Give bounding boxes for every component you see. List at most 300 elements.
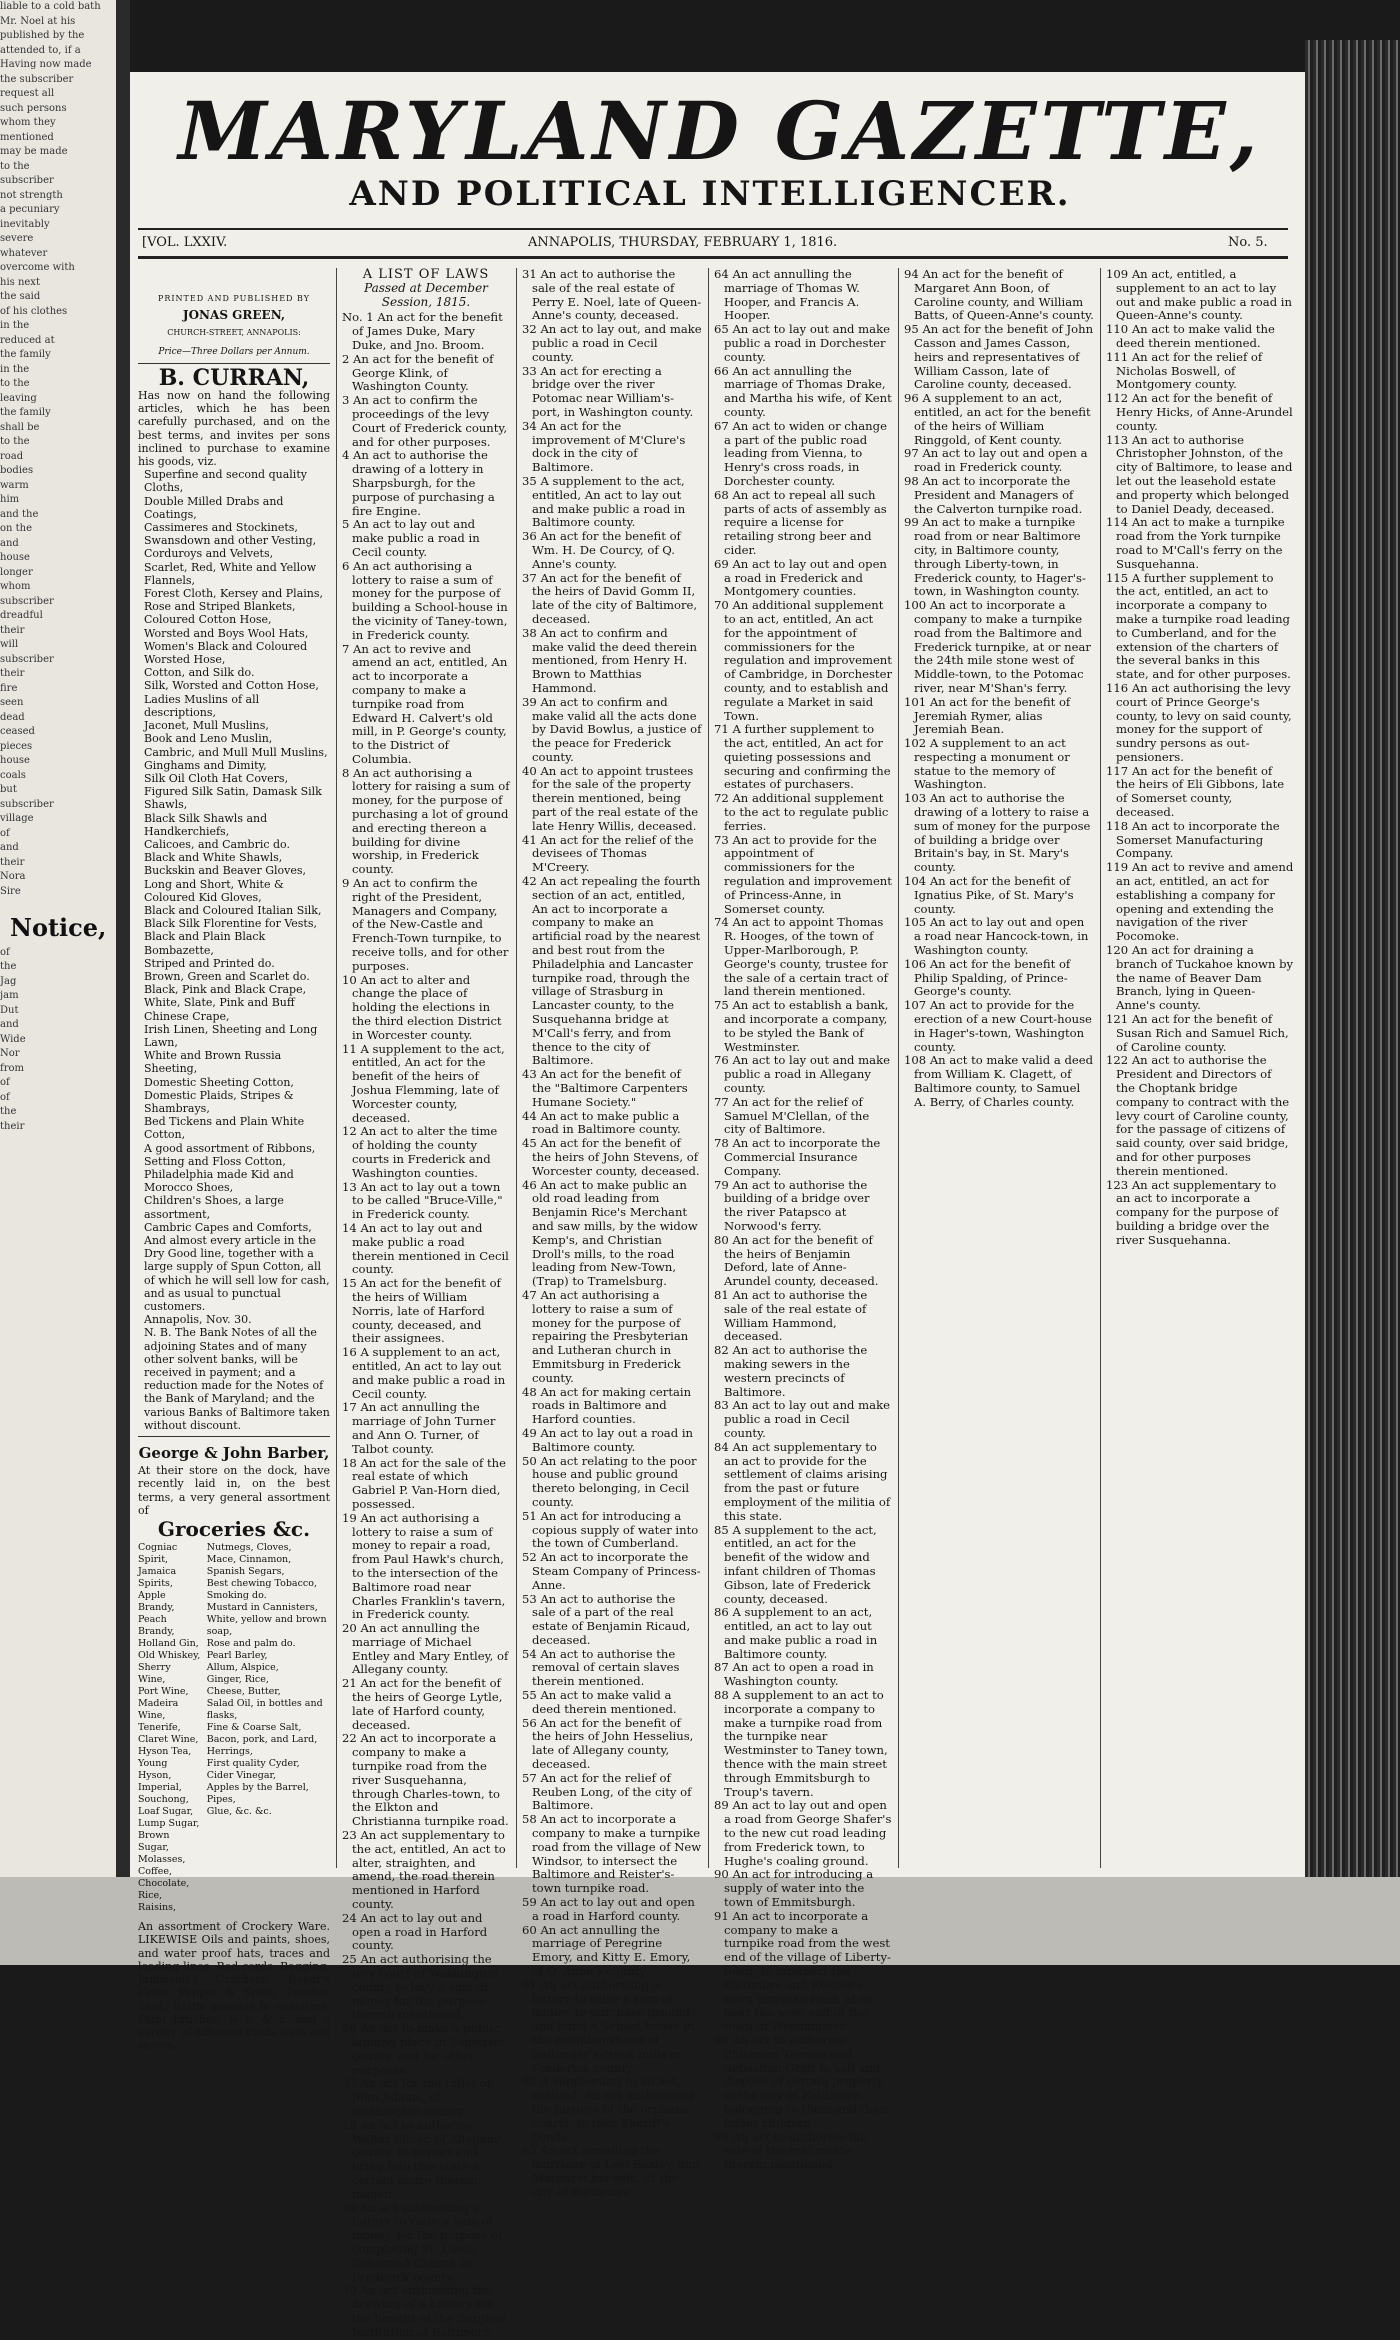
laws-list [904, 268, 1094, 1110]
grocery-item: Hyson Tea, [138, 1746, 192, 1758]
facing-text-line: dead [0, 711, 25, 723]
issue-number: No. 5. [1228, 235, 1268, 250]
facing-text-line: and the [0, 508, 39, 520]
facing-text-line: may be made [0, 146, 68, 157]
ad-item: Black Silk Shawls and Handkerchiefs, [144, 811, 268, 838]
law-entry: 105 An act to lay out and open a road near Hancock-town, in Washington county. [904, 915, 1089, 958]
law-entry: 7 An act to revive and amend an act, entitled, An act to incorporate a company to make a turnpike road from Edward H. Calvert's old mill, in P. George's county, to the District of Columbia. [342, 641, 508, 766]
law-entry: 45 An act for the benefit of the heirs of John Stevens, of Worcester county, deceased. [522, 1136, 700, 1178]
facing-text-line: village [0, 813, 34, 824]
law-entry: 80 An act for the benefit of the heirs of Benjamin Deford, late of Anne-Arundel county, deceased. [714, 1232, 879, 1289]
barber-ad-footer: An assortment of Crockery Ware. LIKEWISE Oils and paints, shoes, and water proof hats, traces and leading lines, Bed cords, Bagging, Jamieson's Crackers, Baker's Flour, Pepper & Spice, Powder, Shot, Battle powder in canisters, Paint brushes, & c. & c. and a variety of different kinds, cats and stoves. [138, 1920, 330, 2053]
facing-text-line: Nora [0, 871, 26, 882]
law-entry: 110 An act to make valid the deed therein mentioned. [1106, 322, 1275, 350]
facing-text-line: Wide [0, 1033, 26, 1045]
law-entry: 113 An act to authorise Christopher Johnston, of the city of Baltimore, to lease and let out the leasehold estate and property which belonged to Daniel Deady, deceased. [1106, 432, 1293, 516]
law-entry: 98 An act to incorporate the President and Managers of the Calverton turnpike road. [904, 473, 1083, 516]
grocery-item: Chocolate, [138, 1878, 190, 1890]
law-entry: 15 An act for the benefit of the heirs of William Norris, late of Harford county, deceased, and their assignees. [342, 1276, 501, 1346]
law-entry: 54 An act to authorise the removal of certain slaves therein mentioned. [522, 1646, 680, 1689]
law-entry: 38 An act to confirm and make valid the deed therein mentioned, from Henry H. Brown to Matthias Hammond. [522, 625, 697, 695]
ad-item: White, Slate, Pink and Buff Chinese Crape, [144, 996, 295, 1023]
grocery-item: Raisins, [138, 1902, 176, 1914]
law-entry: 34 An act for the improvement of M'Clure's dock in the city of Baltimore. [522, 418, 686, 475]
law-entry: 97 An act to lay out and open a road in Frederick county. [904, 446, 1088, 475]
facing-text-line: to the [0, 160, 30, 172]
law-entry: 6 An act authorising a lottery to raise a sum of money for the purpose of building a School-house in the vicinity of Taney-town, in Frederick county. [342, 558, 508, 642]
ad-item: Swansdown and other Vesting, [144, 534, 317, 548]
law-entry: 52 An act to incorporate the Steam Company of Princess-Anne. [522, 1550, 701, 1592]
ad-item: Book and Leno Muslin, [144, 732, 273, 746]
laws-column-4 [904, 268, 1094, 1868]
law-entry: 30 An act authorising the drawing of a Lottery for the benefit of the Surgical Institution of Baltimore. [342, 2283, 507, 2339]
grocery-item: Spanish Segars, [206, 1566, 285, 1578]
law-entry: 70 An additional supplement to an act, entitled, An act for the appointment of commissioners for the regulation and improvement of Cambridge, in Dorchester county, and to establish and regulate a Market in said Town. [714, 598, 892, 723]
facing-text-line: a pecuniary [0, 204, 60, 215]
ad-item: Silk Oil Cloth Hat Covers, [144, 771, 289, 785]
laws-subheading: Passed at December Session, 1815. [364, 280, 488, 309]
law-entry: 56 An act for the benefit of the heirs of John Hesselius, late of Allegany county, deceased. [522, 1715, 694, 1772]
law-entry: 18 An act for the sale of the real estate of which Gabriel P. Van-Horn died, possessed. [342, 1455, 506, 1511]
column-advertisements [138, 268, 330, 2053]
ad-item: And almost every article in the Dry Good line, together with a large supply of Spun Cotton, all of which he will sell low for cash, and as usual to punctual customers. [144, 1234, 330, 1314]
grocery-item: Holland Gin, [138, 1638, 199, 1650]
law-entry: 108 An act to make valid a deed from William K. Clagett, of Baltimore county, to Samuel A. Berry, of Charles county. [904, 1053, 1094, 1109]
column-rule [898, 268, 899, 1868]
facing-text-line: Dut [0, 1004, 19, 1016]
facing-text-line: the subscriber [0, 73, 74, 85]
facing-text-line: on the [0, 523, 33, 534]
grocery-item: Souchong, [138, 1794, 189, 1806]
law-entry: 93 An act to authorise the sale of the real estate therein mentioned. [714, 2129, 868, 2172]
law-entry: 60 An act annulling the marriage of Peregrine Emory, and Kitty E. Emory, of Q. Anne's county. [522, 1922, 691, 1979]
law-entry: 64 An act annulling the marriage of Thomas W. Hooper, and Francis A. Hooper. [714, 267, 860, 323]
facing-text-line: of [0, 1091, 10, 1103]
facing-notice-heading: Notice, [10, 913, 107, 942]
grocery-item: Lump Sugar, [138, 1818, 200, 1830]
ad-item: Irish Linen, Sheeting and Long Lawn, [144, 1022, 318, 1049]
grocery-item: Madeira Wine, [138, 1698, 179, 1722]
law-entry: 99 An act to make a turnpike road from or near Baltimore city, in Baltimore county, through Liberty-town, in Frederick county, to Hager's-town, in Washington county. [904, 515, 1086, 599]
facing-text-line: bodies [0, 465, 34, 476]
law-entry: 16 A supplement to an act, entitled, An act to lay out and make public a road in Cecil county. [342, 1345, 506, 1401]
laws-list [714, 268, 892, 2172]
facing-text-line: severe [0, 233, 34, 244]
law-entry: 111 An act for the relief of Nicholas Boswell, of Montgomery county. [1106, 349, 1263, 392]
facing-text-line: longer [0, 566, 33, 578]
ad-item: N. B. The Bank Notes of all the adjoining States and of many other solvent banks, will be received in payment; and a reduction made for the Notes of the Bank of Maryland; and the various Banks of Baltimore taken without discount. [144, 1326, 330, 1432]
ad-item: Black and Plain Black Bombazette, [144, 930, 266, 957]
law-entry: 20 An act annulling the marriage of Michael Entley and Mary Entley, of Allegany county. [342, 1621, 509, 1677]
law-entry: 35 A supplement to the act, entitled, An act to lay out and make public a road in Baltimore county. [522, 473, 686, 530]
law-entry: 49 An act to lay out a road in Baltimore county. [522, 1425, 693, 1454]
facing-text-line: not strength [0, 189, 63, 201]
law-entry: 43 An act for the benefit of the "Baltimore Carpenters Humane Society." [522, 1067, 688, 1109]
law-entry: 91 An act to incorporate a company to make a turnpike road from the west end of the village of Liberty-town, to intersect the Baltimore and Reister's-town turnpike road, at or near the west end of the town of Westminster. [714, 1908, 891, 2034]
facing-text-line: and [0, 842, 19, 853]
dateline-rule [138, 256, 1288, 259]
law-entry: 103 An act to authorise the drawing of a lottery to raise a sum of money for the purpose of building a bridge over Britain's bay, in St. Mary's county. [904, 791, 1091, 875]
facing-text-line: whom they [0, 117, 56, 128]
volume-number: [VOL. LXXIV. [142, 235, 228, 250]
facing-text-line: published by the [0, 30, 85, 41]
column-rule [516, 268, 517, 1868]
law-entry: 55 An act to make valid a deed therein mentioned. [522, 1688, 677, 1716]
masthead-rule [138, 228, 1288, 230]
law-entry: 47 An act authorising a lottery to raise a sum of money for the purpose of repairing the Presbyterian and Lutheran church in Emmitsburg in Frederick county. [522, 1287, 689, 1385]
facing-text-line: and [0, 1019, 19, 1030]
grocery-item: Nutmegs, Cloves, [206, 1542, 292, 1554]
dateline [138, 232, 1288, 254]
groceries-right-list [207, 1542, 330, 1914]
law-entry: 123 An act supplementary to an act to incorporate a company for the purpose of building a bridge over the river Susquehanna. [1106, 1177, 1279, 1247]
grocery-item: Smoking do. [206, 1590, 267, 1602]
ad-item: A good assortment of Ribbons, [144, 1141, 316, 1155]
ad-item: Ginghams and Dimity, [144, 758, 267, 772]
facing-text-line: but [0, 784, 17, 795]
facing-text-line: the family [0, 407, 51, 418]
law-entry: 66 An act annulling the marriage of Thomas Drake, and Martha his wife, of Kent county. [714, 363, 892, 419]
law-entry: 86 A supplement to an act, entitled, an act to lay out and make public a road in Baltimore county. [714, 1605, 878, 1661]
ad-item: Coloured Cotton Hose, [144, 613, 272, 627]
facing-text-line: overcome with [0, 262, 75, 273]
law-entry: 89 An act to lay out and open a road from George Shafer's to the new cut road leading from Frederick town, to Hughe's coaling ground. [714, 1798, 892, 1868]
ad-item: Calicoes, and Cambric do. [144, 837, 290, 851]
facing-text-line: seen [0, 697, 24, 708]
law-entry: 22 An act to incorporate a company to make a turnpike road from the river Susquehanna, through Charles-town, to the Elkton and Christianna turnpike road. [342, 1731, 509, 1829]
law-entry: 122 An act to authorise the President and Directors of the Choptank bridge company to contract with the levy court of Caroline county, for the passage of citizens of said county, over said bridge, and for other purposes therein mentioned. [1106, 1053, 1290, 1178]
law-entry: 107 An act to provide for the erection of a new Court-house in Hager's-town, Washington county. [904, 998, 1092, 1054]
ad-item: Ladies Muslins of all descriptions, [144, 692, 260, 719]
grocery-item: Peach Brandy, [138, 1614, 175, 1638]
law-entry: 10 An act to alter and change the place of holding the elections in the third election District in Worcester county. [342, 972, 502, 1042]
ad-item: Cassimeres and Stockinets, [144, 521, 298, 535]
facing-text-line: of his clothes [0, 305, 68, 317]
law-entry: 41 An act for the relief of the devisees of Thomas M'Creery. [522, 832, 694, 875]
facing-text-line: Having now made [0, 59, 92, 70]
law-entry: 63 An act annulling the marriage of Levi Baxley, and Margaret his wife, of the city of Baltimore. [522, 2143, 700, 2199]
law-entry: 112 An act for the benefit of Henry Hicks, of Anne-Arundel county. [1106, 391, 1293, 433]
law-entry: 48 An act for making certain roads in Baltimore and Harford counties. [522, 1384, 692, 1427]
ad-item: Domestic Sheeting Cotton, [144, 1075, 294, 1089]
law-entry: 27 An act for the relief of John Adams, of Washington county. [342, 2076, 491, 2118]
law-entry: 9 An act to confirm the right of the President, Managers and Company, of the New-Castle and French-Town turnpike, to receive tolls, and for other purposes. [342, 876, 509, 973]
page-gutter [116, 0, 130, 1965]
grocery-item: Old Whiskey, [138, 1650, 201, 1662]
grocery-item: Mustard in Cannisters, [206, 1602, 318, 1614]
ad-item: Philadelphia made Kid and Morocco Shoes, [144, 1168, 294, 1195]
groceries-heading: Groceries &c. [157, 1517, 311, 1542]
grocery-item: Cogniac Spirit, [138, 1542, 178, 1566]
grocery-item: Glue, &c. &c. [206, 1806, 272, 1818]
facing-text-line: of [0, 1077, 10, 1088]
law-entry: 73 An act to provide for the appointment of commissioners for the regulation and improvement of Princess-Anne, in Somerset county. [714, 832, 892, 916]
grocery-item: Tenerife, [138, 1722, 181, 1734]
facing-text-line: house [0, 552, 30, 563]
newspaper-subtitle: AND POLITICAL INTELLIGENCER. [349, 174, 1071, 214]
law-entry: 117 An act for the benefit of the heirs of Eli Gibbons, late of Somerset county, deceased. [1106, 763, 1285, 820]
law-entry: 75 An act to establish a bank, and incorporate a company, to be styled the Bank of Westminster. [714, 998, 889, 1054]
grocery-item: Rice, [138, 1890, 163, 1902]
ad-item: Black and Coloured Italian Silk, [144, 903, 322, 917]
law-entry: 28 An act to authorise Walter Silcer, of Allegany county, to import and bring into this state a certain negro therein named. [342, 2117, 501, 2201]
facing-text-line: leaving [0, 392, 37, 404]
facing-text-line: their [0, 1120, 25, 1132]
publisher-name: JONAS GREEN, [182, 308, 286, 323]
law-entry: 26 An act to make a public landing place in Somerset county, and for other purposes. [342, 2021, 506, 2077]
law-entry: 85 A supplement to the act, entitled, an act for the benefit of the widow and infant children of Thomas Gibson, late of Frederick county, deceased. [714, 1522, 877, 1606]
facing-text-line: his next [0, 276, 40, 288]
facing-text-line: him [0, 494, 20, 505]
facing-text-line: subscriber [0, 798, 54, 810]
column-rule [708, 268, 709, 1868]
ad-item: Domestic Plaids, Stripes & Shambrays, [144, 1088, 294, 1115]
law-entry: 67 An act to widen or change a part of the public road leading from Vienna, to Henry's cross roads, in Dorchester county. [714, 418, 887, 488]
grocery-item: Apples by the Barrel, [206, 1782, 309, 1794]
ad-item: Black Silk Florentine for Vests, [144, 917, 317, 931]
law-entry: 65 An act to lay out and make public a road in Dorchester county. [714, 322, 890, 364]
law-entry: 13 An act to lay out a town to be called "Bruce-Ville," in Frederick county. [342, 1179, 503, 1222]
law-entry: 95 An act for the benefit of John Casson and James Casson, heirs and representatives of William Casson, late of Caroline county, deceased. [904, 322, 1094, 392]
ad-item: Jaconet, Mull Muslins, [144, 719, 269, 733]
masthead [130, 72, 1305, 252]
facing-text-line: from [0, 1062, 24, 1074]
laws-column-5 [1106, 268, 1294, 1868]
ad-item: Worsted and Boys Wool Hats, [144, 626, 309, 640]
book-spine [1305, 40, 1400, 1920]
column-rule [1100, 268, 1101, 1868]
facing-text-line: the [0, 961, 17, 972]
law-entry: 36 An act for the benefit of Wm. H. De Courcy, of Q. Anne's county. [522, 529, 681, 571]
law-entry: 29 An act authorising a lottery to raise a sum of money, for the purpose of completing St. Lucas Reformed Church in Frederick county. [342, 2200, 503, 2284]
law-entry: 58 An act to incorporate a company to make a turnpike road from the village of New Windsor, to intersect the Baltimore and Reister's-town turnpike road. [522, 1812, 702, 1896]
law-entry: 87 An act to open a road in Washington county. [714, 1660, 874, 1689]
curran-ad-items [138, 468, 330, 1432]
ad-item: Buckskin and Beaver Gloves, [144, 864, 307, 878]
facing-text-line: subscriber [0, 653, 54, 665]
law-entry: 106 An act for the benefit of Philip Spalding, of Prince-George's county. [904, 956, 1071, 999]
facing-text-line: of [0, 946, 10, 958]
law-entry: 37 An act for the benefit of the heirs of David Gomm II, late of the city of Baltimore, deceased. [522, 570, 698, 626]
law-entry: 79 An act to authorise the building of a bridge over the river Patapsco at Norwood's ferry. [714, 1177, 870, 1233]
facing-text-line: dreadful [0, 610, 43, 621]
facing-text-line: subscriber [0, 595, 54, 607]
barber-ad-title: George & John Barber, [138, 1444, 330, 1463]
facing-text-line: subscriber [0, 175, 54, 186]
divider [138, 363, 330, 364]
facing-text-line: such persons [0, 102, 67, 114]
grocery-item: Herrings, [206, 1746, 253, 1758]
facing-text-line: ceased [0, 726, 35, 737]
law-entry: 82 An act to authorise the making sewers in the western precincts of Baltimore. [714, 1343, 868, 1399]
grocery-item: Bacon, pork, and Lard, [206, 1734, 318, 1746]
barber-ad-intro: At their store on the dock, have recently laid in, on the best terms, a very general assortment of [138, 1464, 330, 1517]
facing-text-line: request all [0, 88, 55, 99]
laws-column-2 [522, 267, 702, 2199]
law-entry: 116 An act authorising the levy court of Prince George's county, to levy on said county, money for the support of sundry persons as out-pensioners. [1106, 680, 1292, 764]
law-entry: 57 An act for the relief of Reuben Long, of the city of Baltimore. [522, 1770, 692, 1813]
law-entry: 5 An act to lay out and make public a road in Cecil county. [342, 517, 480, 559]
ad-item: Black and White Shawls, [144, 851, 283, 865]
grocery-item: Fine & Coarse Salt, [206, 1722, 302, 1734]
law-entry: 114 An act to make a turnpike road from the York turnpike road to M'Call's ferry on the Susquehanna. [1106, 515, 1285, 571]
law-entry: 104 An act for the benefit of Ignatius Pike, of St. Mary's county. [904, 874, 1074, 916]
facing-text-line: inevitably [0, 218, 50, 230]
grocery-item: Claret Wine, [138, 1734, 199, 1746]
publisher-address: CHURCH-STREET, ANNAPOLIS: [167, 328, 301, 338]
law-entry: 21 An act for the benefit of the heirs of George Lytle, late of Harford county, deceased. [342, 1676, 503, 1732]
facing-text-line: Mr. Noel at his [0, 15, 76, 27]
ad-item: Women's Black and Coloured Worsted Hose, [144, 639, 308, 667]
facing-text-line: and [0, 537, 19, 549]
ad-item: Forest Cloth, Kersey and Plains, [144, 587, 323, 601]
facing-text-line: mentioned [0, 131, 54, 143]
facing-text-line: of [0, 827, 10, 839]
law-entry: 71 A further supplement to the act, entitled, An act for quieting possessions and securing and confirming the estates of purchasers. [714, 722, 891, 792]
law-entry: 102 A supplement to an act respecting a monument or statue to the memory of Washington. [904, 736, 1070, 792]
grocery-item: Molasses, [138, 1854, 186, 1866]
laws-column-1 [342, 267, 510, 2339]
facing-text-line: warm [0, 479, 29, 491]
groceries-left-list [138, 1542, 201, 1914]
ad-item: Striped and Printed do. [144, 956, 275, 970]
law-entry: 94 An act for the benefit of Margaret Ann Boon, of Caroline county, and William Batts, of Queen-Anne's county. [904, 267, 1094, 323]
facing-text-line: to the [0, 436, 30, 447]
divider [138, 1436, 330, 1437]
law-entry: 23 An act supplementary to the act, entitled, An act to alter, straighten, and amend, the road therein mentioned in Harford county. [342, 1828, 506, 1912]
law-entry: 83 An act to lay out and make public a road in Cecil county. [714, 1398, 890, 1440]
grocery-item: Rose and palm do. [206, 1638, 296, 1650]
facing-text-line: fire [0, 682, 18, 694]
publisher-heading: PRINTED AND PUBLISHED BY [157, 294, 311, 303]
law-entry: 39 An act to confirm and make valid all the acts done by David Bowlus, a justice of the peace for Frederick county. [522, 694, 702, 764]
law-entry: 96 A supplement to an act, entitled, an act for the benefit of the heirs of William Ringgold, of Kent county. [904, 391, 1091, 447]
ad-item: Long and Short, White & Coloured Kid Gloves, [144, 877, 284, 904]
facing-text-line: pieces [0, 740, 33, 752]
issue-date: ANNAPOLIS, THURSDAY, FEBRUARY 1, 1816. [528, 235, 838, 250]
law-entry: 25 An act authorising the levy court of Washington county to levy a sum of money for the purpose therein mentioned. [342, 1952, 499, 2022]
facing-page [0, 0, 130, 1965]
laws-list [1106, 268, 1294, 1248]
law-entry: 42 An act repealing the fourth section of an act, entitled, An act to incorporate a company to make an artificial road by the nearest and best rout from the Philadelphia and Lancaster turnpike road, through the village of Strasburg in Lancaster county, to the Susquehanna bridge at M'Call's ferry, and from thence to the city of Baltimore. [522, 874, 701, 1068]
law-entry: 8 An act authorising a lottery for raising a sum of money, for the purpose of purchasing a lot of ground and erecting thereon a building for divine worship, in Frederick county. [342, 765, 510, 877]
grocery-item: Imperial, [138, 1782, 182, 1794]
grocery-item: Cider Vinegar, [206, 1770, 277, 1782]
ad-item: Annapolis, Nov. 30. [144, 1313, 252, 1327]
law-entry: 121 An act for the benefit of Susan Rich and Samuel Rich, of Caroline county. [1106, 1012, 1289, 1054]
grocery-item: Best chewing Tobacco, [206, 1578, 317, 1590]
grocery-item: Young Hyson, [138, 1758, 172, 1782]
ad-item: Silk, Worsted and Cotton Hose, [144, 679, 319, 693]
column-rule [336, 268, 337, 1868]
facing-text-line: coals [0, 769, 26, 781]
grocery-item: Sherry Wine, [138, 1662, 171, 1686]
facing-text-line: the said [0, 291, 41, 302]
ad-item: Setting and Floss Cotton, [144, 1154, 286, 1168]
law-entry: 69 An act to lay out and open a road in Frederick and Montgomery counties. [714, 556, 887, 599]
law-entry: 68 An act to repeal all such parts of acts of assembly as require a license for retailing strong beer and cider. [714, 487, 887, 557]
grocery-item: Jamaica Spirits, [138, 1566, 177, 1590]
facing-text-line: in the [0, 320, 30, 331]
laws-list [342, 311, 510, 2339]
ad-item: Brown, Green and Scarlet do. [144, 969, 310, 983]
law-entry: 14 An act to lay out and make public a road therein mentioned in Cecil county. [342, 1220, 509, 1277]
facing-text-line: the [0, 1106, 17, 1117]
ad-item: Double Milled Drabs and Coatings, [144, 494, 284, 521]
grocery-item: Pipes, [206, 1794, 236, 1806]
curran-ad-title: B. CURRAN, [158, 364, 310, 391]
law-entry: 40 An act to appoint trustees for the sale of the property therein mentioned, being part of the real estate of the late Henry Willis, deceased. [522, 763, 699, 833]
law-entry: 118 An act to incorporate the Somerset Manufacturing Company. [1106, 818, 1280, 861]
law-entry: 62 A supplement to an act, entitled, An act authorising the justices of the orphans courts, to take Sheriff's bonds. [522, 2074, 694, 2144]
law-entry: 17 An act annulling the marriage of John Turner and Ann O. Turner, of Talbot county. [342, 1400, 496, 1456]
grocery-item: Apple Brandy, [138, 1590, 175, 1614]
facing-text-line: reduced at [0, 334, 55, 346]
ad-item: Scarlet, Red, White and Yellow Flannels, [144, 560, 317, 587]
law-entry: 88 A supplement to an act to incorporate a company to make a turnpike road from the turnpike near Westminster to Taney town, thence with the main street through Emmitsburgh to Troup's tavern. [714, 1688, 888, 1799]
ad-item: Figured Silk Satin, Damask Silk Shawls, [144, 785, 322, 812]
facing-text-line: liable to a cold bath [0, 1, 101, 12]
facing-text-line: their [0, 624, 25, 636]
law-entry: No. 1 An act for the benefit of James Duke, Mary Duke, and Jno. Broom. [342, 310, 503, 352]
law-entry: 4 An act to authorise the drawing of a lottery in Sharpsburgh, for the purpose of purchasing a fire Engine. [342, 448, 495, 518]
grocery-item: Loaf Sugar, [138, 1806, 194, 1818]
law-entry: 2 An act for the benefit of George Klink, of Washington County. [342, 351, 494, 394]
facing-text-line: house [0, 755, 30, 766]
grocery-item: Salad Oil, in bottles and flasks, [206, 1698, 323, 1722]
law-entry: 115 A further supplement to the act, entitled, an act to incorporate a company to make a turnpike road leading to Cumberland, and for the extension of the charters of the several banks in this state, and for other purposes. [1106, 570, 1291, 682]
grocery-item: Ginger, Rice, [206, 1674, 269, 1686]
facing-text-line: their [0, 856, 25, 868]
law-entry: 92 An act to authorise Philemon Towson and Sebastian Graff to sell and dispose of certain property in the city of Baltimore, belonging to them and their infant children. [714, 2033, 889, 2130]
law-entry: 100 An act to incorporate a company to make a turnpike road from the Baltimore and Frederick turnpike, at or near the 24th mile stone west of Middle-town, to the Potomac river, near M'Shan's ferry. [904, 598, 1091, 695]
law-entry: 109 An act, entitled, a supplement to an act to lay out and make public a road in Queen-Anne's county. [1106, 267, 1292, 323]
law-entry: 3 An act to confirm the proceedings of the levy Court of Frederick county, and for other purposes. [342, 393, 508, 449]
law-entry: 77 An act for the relief of Samuel M'Clellan, of the city of Baltimore. [714, 1094, 870, 1137]
newspaper-page [130, 72, 1305, 2339]
law-entry: 46 An act to make public an old road leading from Benjamin Rice's Merchant and saw mills, by the widow Kemp's, and Christian Droll's mills, to the road leading from New-Town, (Trap) to Tramelsburg. [522, 1177, 698, 1289]
facing-text-line: shall be [0, 421, 40, 433]
law-entry: 44 An act to make public a road in Baltimore county. [522, 1108, 681, 1137]
ad-item: Bed Tickens and Plain White Cotton, [144, 1115, 305, 1142]
law-entry: 78 An act to incorporate the Commercial Insurance Company. [714, 1136, 881, 1178]
facing-text-line: Sire [0, 885, 21, 897]
law-entry: 11 A supplement to the act, entitled, An act for the benefit of the heirs of Joshua Flemming, late of Worcester county, deceased. [342, 1041, 505, 1125]
law-entry: 24 An act to lay out and open a road in Harford county. [342, 1910, 488, 1953]
facing-text-line: will [0, 639, 19, 650]
ad-item: Corduroys and Velvets, [144, 547, 274, 561]
grocery-item: Port Wine, [138, 1686, 189, 1698]
groceries-list [138, 1542, 330, 1914]
ad-item: Black, Pink and Black Crape, [144, 983, 307, 997]
grocery-item: White, yellow and brown soap, [206, 1614, 327, 1638]
facing-page-text [0, 0, 118, 1965]
law-entry: 32 An act to lay out, and make public a road in Cecil county. [522, 322, 702, 364]
facing-text-line: the family [0, 349, 51, 360]
facing-text-line: to the [0, 378, 30, 389]
facing-text-line: jam [0, 990, 19, 1001]
law-entry: 72 An additional supplement to the act to regulate public ferries. [714, 791, 889, 833]
law-entry: 101 An act for the benefit of Jeremiah Rymer, alias Jeremiah Bean. [904, 694, 1071, 737]
law-entry: 19 An act authorising a lottery to raise a sum of money to repair a road, from Paul Hawk's church, to the intersection of the Baltimore road near Charles Franklin's tavern, in Frederick county. [342, 1510, 506, 1622]
law-entry: 74 An act to appoint Thomas R. Hooges, of the town of Upper-Marlborough, P. George's county, trustee for the sale of a certain tract of land therein mentioned. [714, 915, 888, 999]
ad-item: Cotton, and Silk do. [144, 666, 255, 680]
ad-item: Cambric Capes and Comforts, [144, 1220, 312, 1234]
grocery-item: Pearl Barley, [206, 1650, 268, 1662]
grocery-item: Brown Sugar, [138, 1830, 170, 1854]
facing-text-line: road [0, 450, 24, 462]
grocery-item: First quality Cyder, [206, 1758, 300, 1770]
